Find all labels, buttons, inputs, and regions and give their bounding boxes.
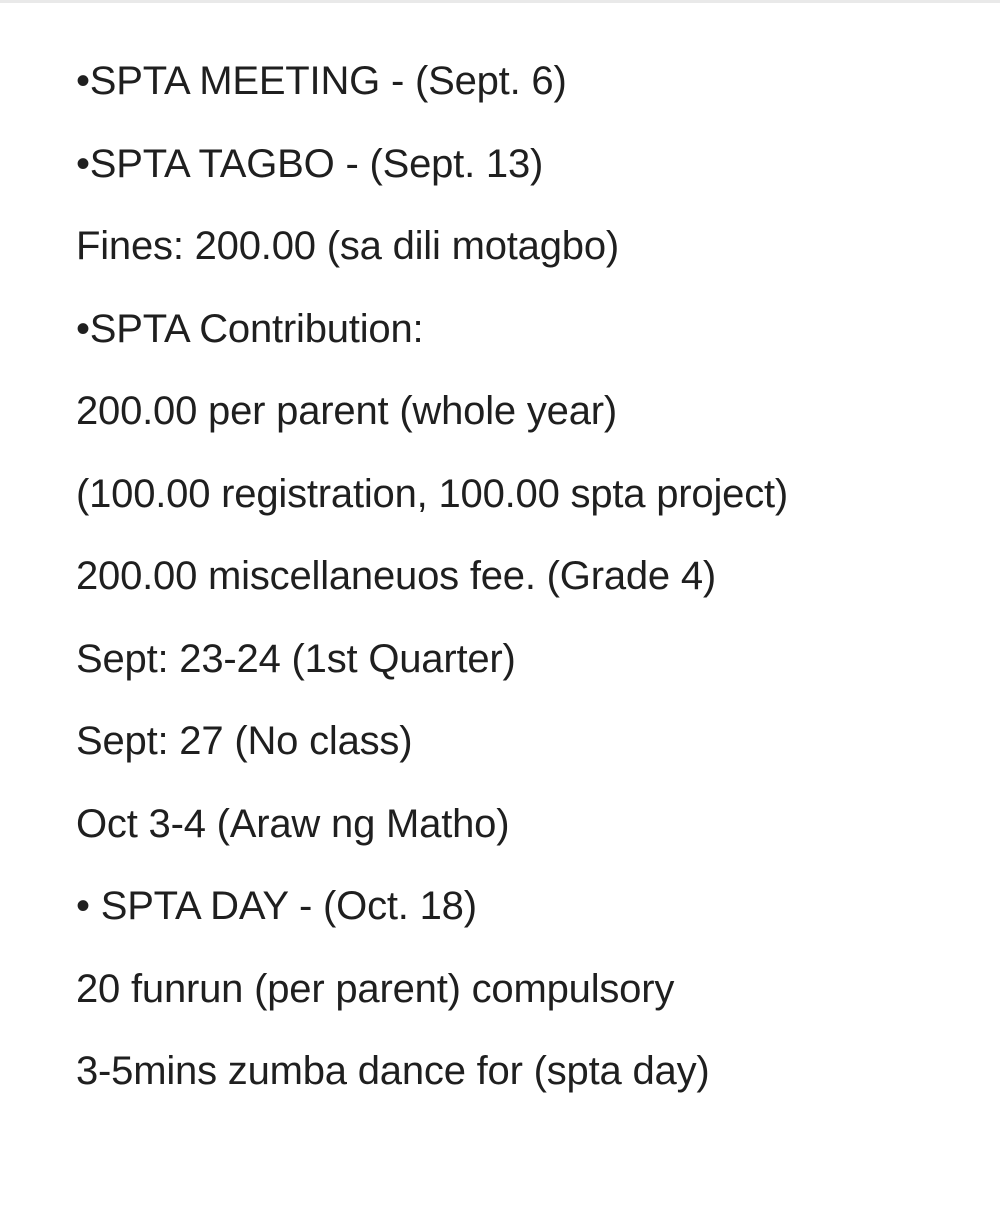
note-line-first-quarter: Sept: 23-24 (1st Quarter) bbox=[76, 636, 516, 681]
note-line-miscellaneous-fee: 200.00 miscellaneuos fee. (Grade 4) bbox=[76, 554, 717, 598]
note-line-spta-meeting: •SPTA MEETING - (Sept. 6) bbox=[76, 59, 567, 103]
note-line-registration-project: (100.00 registration, 100.00 spta project) bbox=[76, 471, 789, 516]
note-line-spta-tagbo: •SPTA TAGBO - (Sept. 13) bbox=[76, 141, 544, 186]
note-line-araw-ng-matho: Oct 3-4 (Araw ng Matho) bbox=[76, 801, 510, 846]
note-line-spta-day: • SPTA DAY - (Oct. 18) bbox=[76, 884, 477, 928]
note-line-zumba-dance: 3-5mins zumba dance for (spta day) bbox=[76, 1049, 710, 1093]
note-line-fines: Fines: 200.00 (sa dili motagbo) bbox=[76, 224, 619, 268]
note-line-per-parent: 200.00 per parent (whole year) bbox=[76, 389, 617, 433]
note-text-body bbox=[76, 40, 976, 1113]
top-divider bbox=[0, 0, 1000, 3]
note-line-funrun: 20 funrun (per parent) compulsory bbox=[76, 966, 675, 1011]
note-line-spta-contribution: •SPTA Contribution: bbox=[76, 306, 424, 351]
note-line-no-class: Sept: 27 (No class) bbox=[76, 719, 413, 763]
